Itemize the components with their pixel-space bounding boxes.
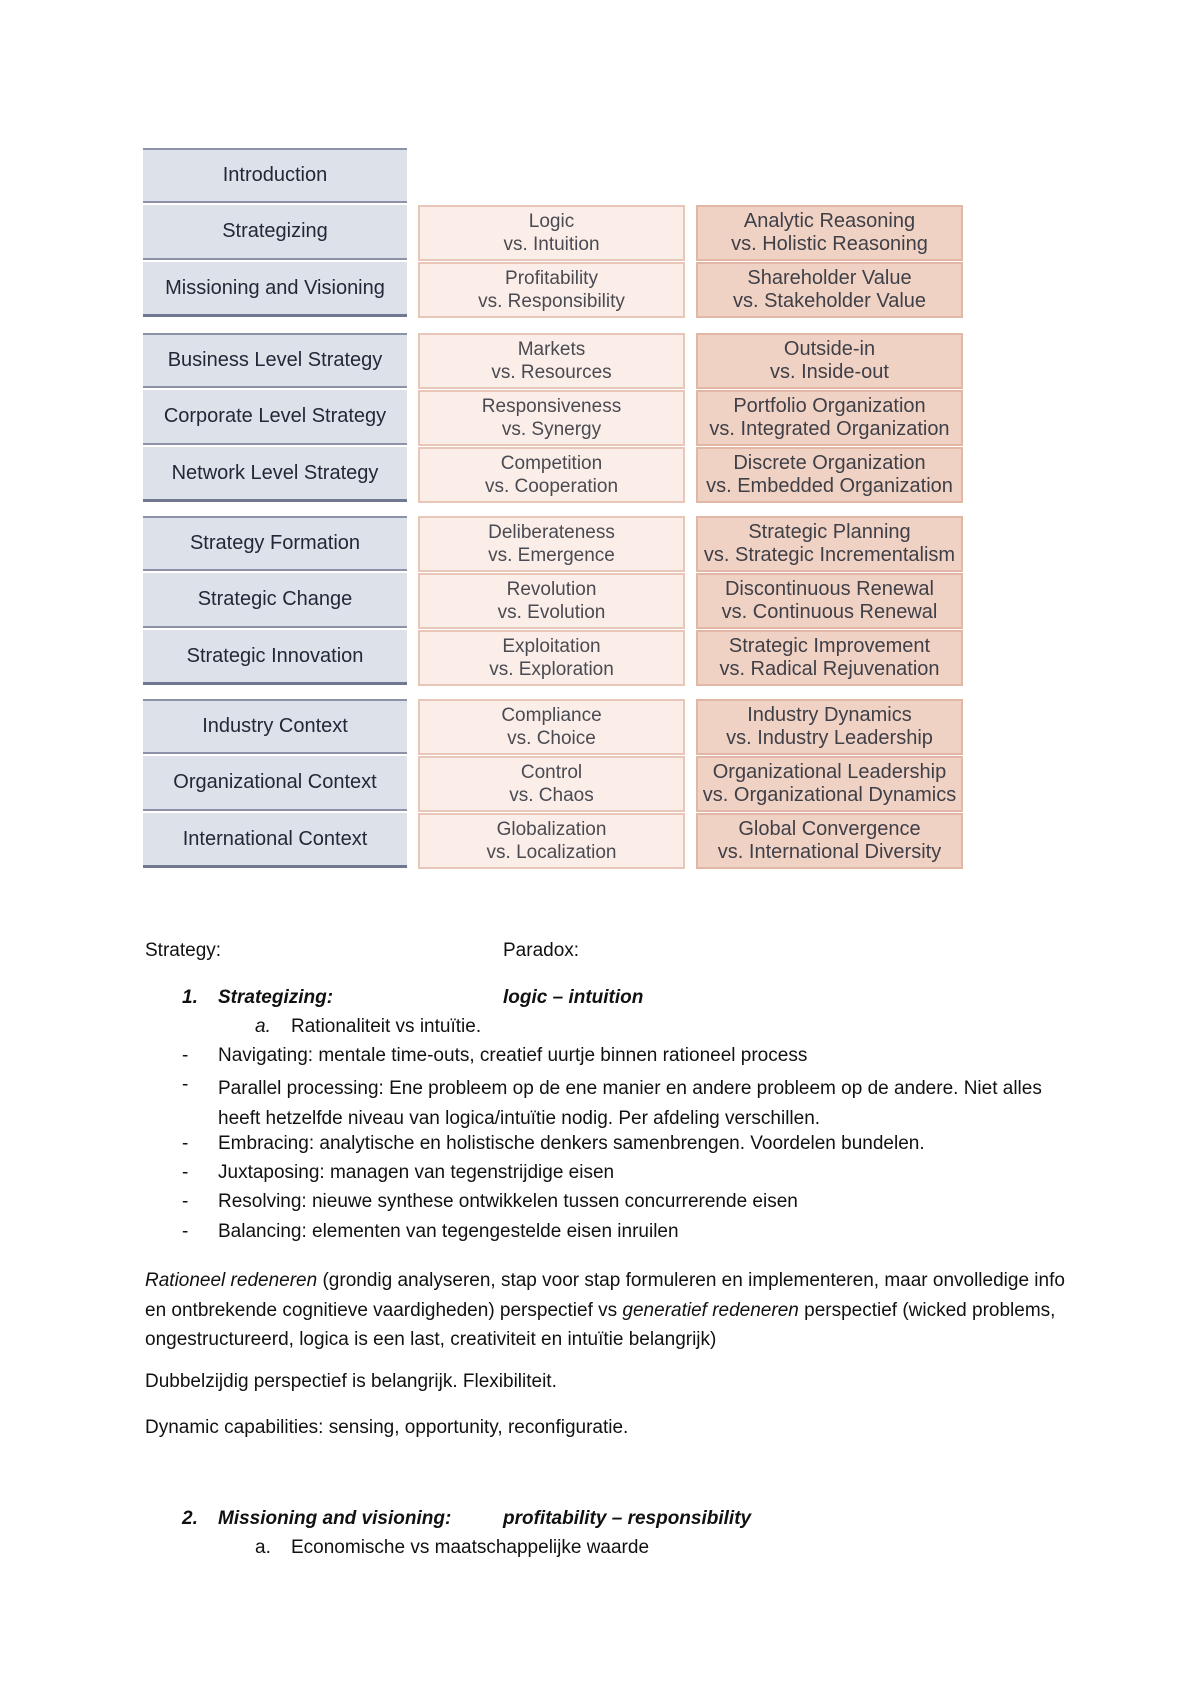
- bullet-item: Navigating: mentale time-outs, creatief uurtje binnen rationeel process: [218, 1045, 808, 1066]
- bullet-marker: -: [182, 1162, 189, 1183]
- paradox-cell: Revolution vs. Evolution: [418, 573, 685, 629]
- section2-number: 2.: [182, 1508, 198, 1529]
- topic-cell: Strategizing: [143, 205, 407, 260]
- paradox-cell: Markets vs. Resources: [418, 333, 685, 389]
- bullet-marker: -: [182, 1221, 189, 1242]
- bullet-item: Embracing: analytische en holistische denkers samenbrengen. Voordelen bundelen.: [218, 1133, 925, 1154]
- bullet-marker: -: [182, 1191, 189, 1212]
- perspective-cell: Discontinuous Renewal vs. Continuous Renewal: [696, 573, 963, 629]
- strategy-paradox-figure: [143, 148, 963, 870]
- paradox-cell: Globalization vs. Localization: [418, 813, 685, 869]
- section2-paradox: profitability – responsibility: [503, 1508, 752, 1529]
- topic-cell: Industry Context: [143, 699, 407, 754]
- paradox-cell: Compliance vs. Choice: [418, 699, 685, 755]
- reasoning-paragraph: Rationeel redeneren (grondig analyseren, stap voor stap formuleren en implementeren, maar onvolledige info en ontbrekende cognitieve vaardigheden) perspectief vs generatief redeneren perspectief (wicked problems, ongestructureerd, logica is een last, creativiteit en intuïtie belangrijk): [145, 1270, 1065, 1350]
- section1-paradox: logic – intuition: [503, 987, 644, 1008]
- topic-cell: International Context: [143, 813, 407, 868]
- section1-sub-letter: a.: [255, 1016, 271, 1037]
- flexibility-paragraph: Dubbelzijdig perspectief is belangrijk. Flexibiliteit.: [145, 1371, 557, 1392]
- section2-sub-letter: a.: [255, 1537, 271, 1558]
- bullet-item: Parallel processing: Ene probleem op de ene manier en andere probleem op de andere. Niet alles heeft hetzelfde niveau van logica/intuïtie nodig. Per afdeling verschillen.: [218, 1078, 1042, 1129]
- perspective-cell: Organizational Leadership vs. Organizational Dynamics: [696, 756, 963, 812]
- paradox-cell: Logic vs. Intuition: [418, 205, 685, 261]
- topic-cell: Business Level Strategy: [143, 333, 407, 388]
- bullet-marker: -: [182, 1133, 189, 1154]
- perspective-cell: Strategic Planning vs. Strategic Incrementalism: [696, 516, 963, 572]
- section2-sub-text: Economische vs maatschappelijke waarde: [291, 1537, 650, 1558]
- topic-cell: Strategic Innovation: [143, 630, 407, 685]
- paradox-header: Paradox:: [503, 940, 580, 961]
- paradox-cell: Competition vs. Cooperation: [418, 447, 685, 503]
- section1-title: Strategizing:: [218, 987, 334, 1008]
- perspective-cell: Analytic Reasoning vs. Holistic Reasoning: [696, 205, 963, 261]
- perspective-cell: Strategic Improvement vs. Radical Rejuvenation: [696, 630, 963, 686]
- strategy-header: Strategy:: [145, 940, 222, 961]
- perspective-cell: Portfolio Organization vs. Integrated Organization: [696, 390, 963, 446]
- section2-title: Missioning and visioning:: [218, 1508, 452, 1529]
- topic-cell: Missioning and Visioning: [143, 262, 407, 317]
- topic-cell: Network Level Strategy: [143, 447, 407, 502]
- bullet-marker: -: [182, 1045, 189, 1066]
- topic-cell: Corporate Level Strategy: [143, 390, 407, 445]
- section1-number: 1.: [182, 987, 198, 1008]
- perspective-cell: Global Convergence vs. International Diversity: [696, 813, 963, 869]
- paradox-cell: Exploitation vs. Exploration: [418, 630, 685, 686]
- topic-cell: Introduction: [143, 148, 407, 203]
- perspective-cell: Discrete Organization vs. Embedded Organization: [696, 447, 963, 503]
- bullet-item: Resolving: nieuwe synthese ontwikkelen tussen concurrerende eisen: [218, 1191, 798, 1212]
- perspective-cell: Shareholder Value vs. Stakeholder Value: [696, 262, 963, 318]
- bullet-marker: -: [182, 1074, 189, 1095]
- paradox-cell: Deliberateness vs. Emergence: [418, 516, 685, 572]
- perspective-cell: Outside-in vs. Inside-out: [696, 333, 963, 389]
- paradox-cell: Responsiveness vs. Synergy: [418, 390, 685, 446]
- perspective-cell: Industry Dynamics vs. Industry Leadership: [696, 699, 963, 755]
- section1-sub-text: Rationaliteit vs intuïtie.: [291, 1016, 482, 1037]
- topic-cell: Organizational Context: [143, 756, 407, 811]
- paradox-cell: Profitability vs. Responsibility: [418, 262, 685, 318]
- capabilities-paragraph: Dynamic capabilities: sensing, opportunity, reconfiguratie.: [145, 1417, 629, 1438]
- topic-cell: Strategic Change: [143, 573, 407, 628]
- paradox-cell: Control vs. Chaos: [418, 756, 685, 812]
- topic-cell: Strategy Formation: [143, 516, 407, 571]
- bullet-item: Balancing: elementen van tegengestelde eisen inruilen: [218, 1221, 679, 1242]
- bullet-item: Juxtaposing: managen van tegenstrijdige eisen: [218, 1162, 615, 1183]
